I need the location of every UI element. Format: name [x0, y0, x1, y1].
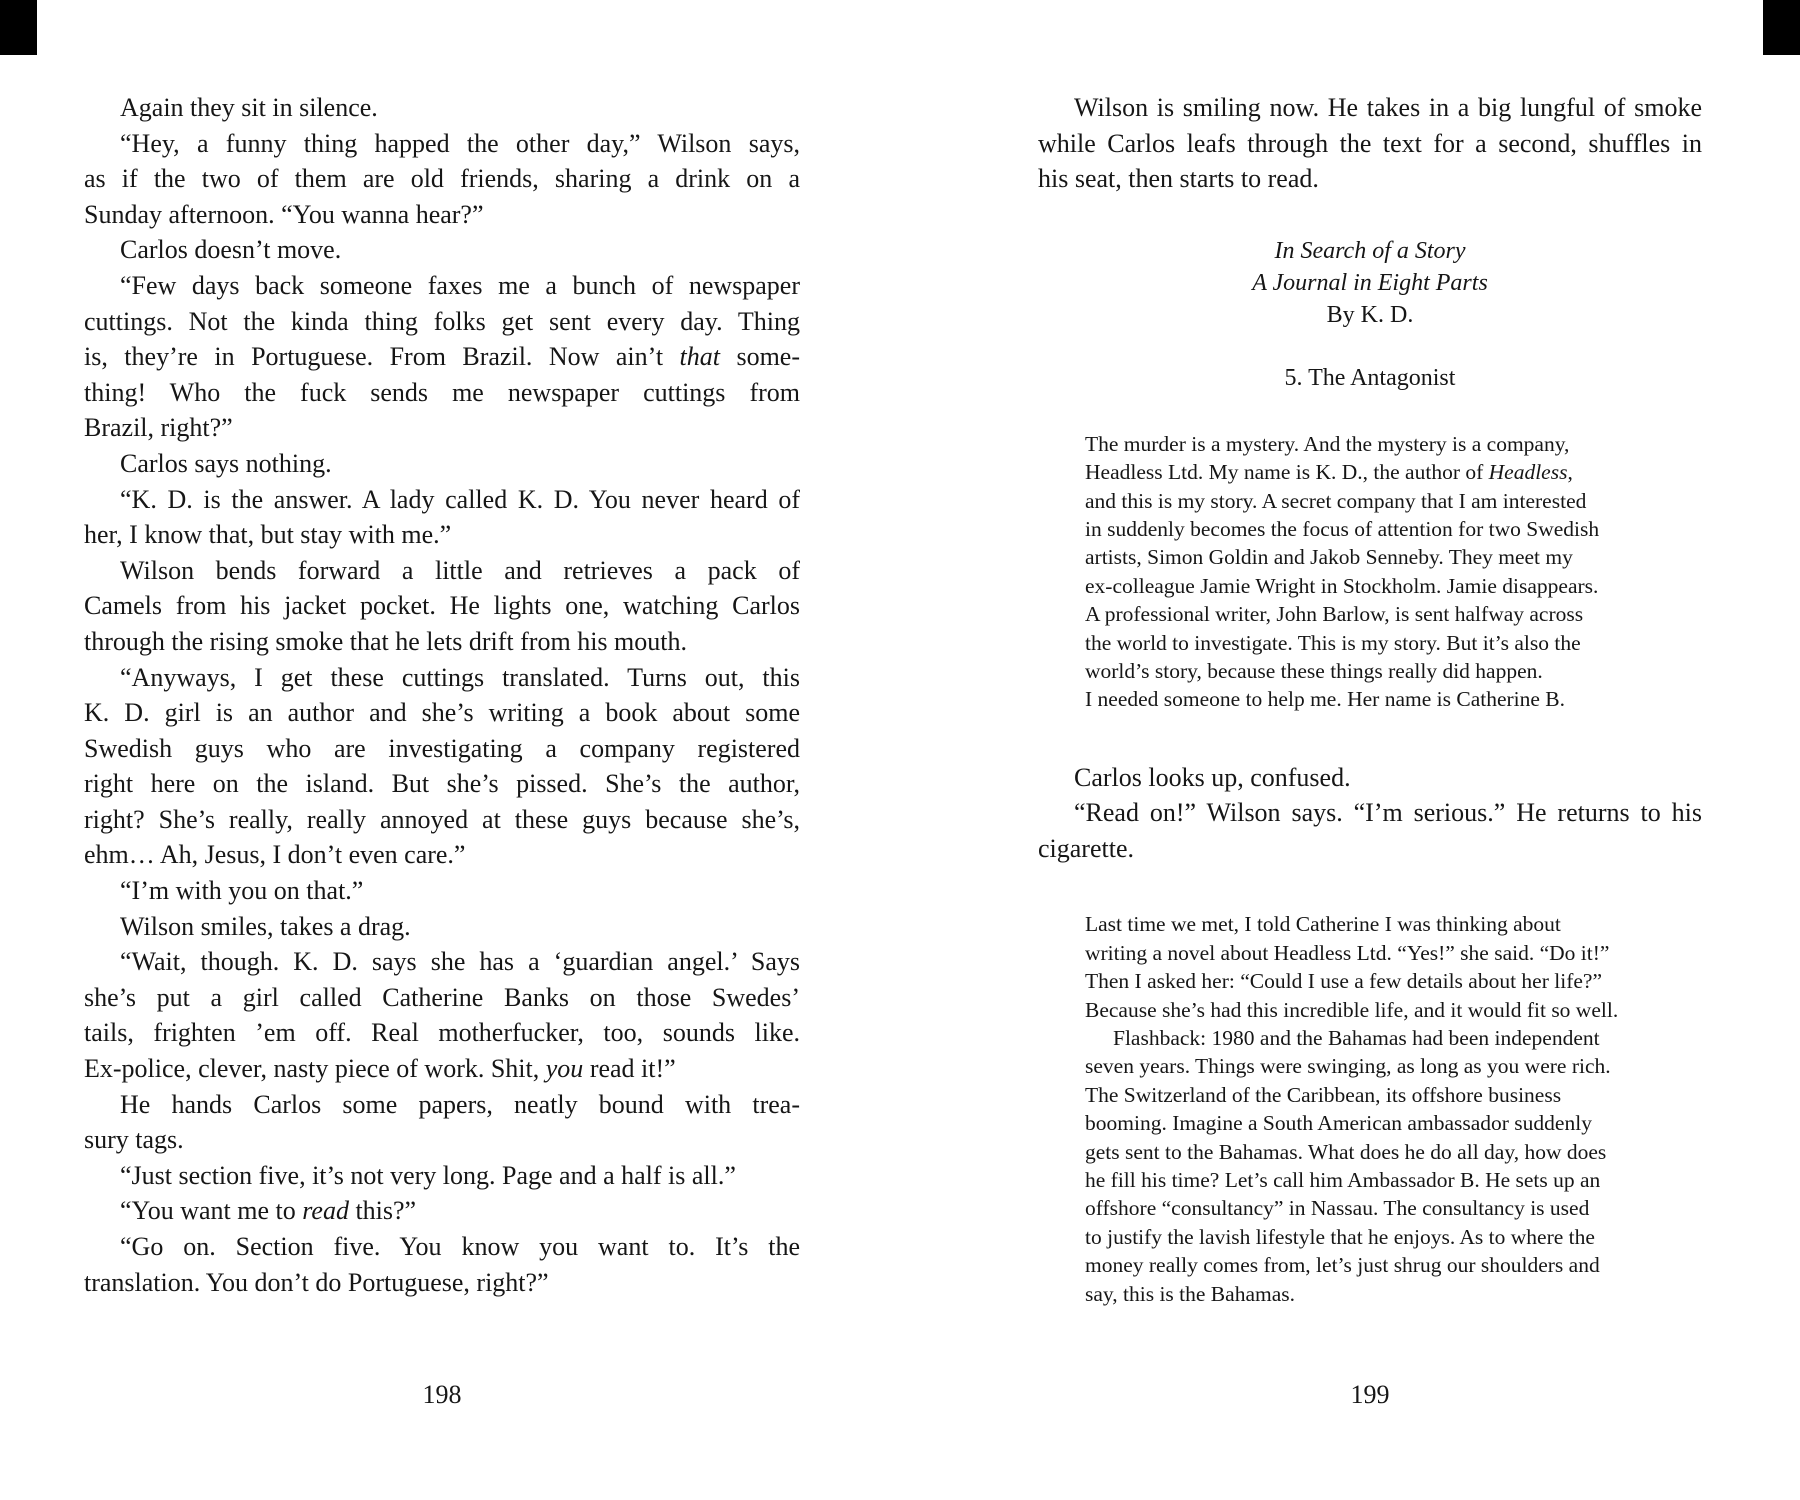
text-line: Wilson is smiling now. He takes in a big lungful of smoke: [1074, 93, 1702, 122]
text-line: A Journal in Eight Parts: [1252, 269, 1488, 296]
text-line: Then I asked her: “Could I use a few details about her life?”: [1085, 969, 1602, 994]
text-line: artists, Simon Goldin and Jakob Senneby. They meet my: [1085, 545, 1573, 570]
text-line: his seat, then starts to read.: [1038, 164, 1319, 194]
text-line: writing a novel about Headless Ltd. “Yes!” she said. “Do it!”: [1085, 940, 1610, 965]
text-line: world’s story, because these things really did happen.: [1085, 658, 1543, 683]
text-line: and this is my story. A secret company that I am interested: [1085, 488, 1587, 513]
text-line: to justify the lavish lifestyle that he enjoys. As to where the: [1085, 1224, 1595, 1249]
text-line: “I’m with you on that.”: [120, 876, 364, 906]
text-line: “Read on!” Wilson says. “I’m serious.” He returns to his: [1074, 798, 1702, 828]
text-line: she’s put a girl called Catherine Banks on those Swedes’: [84, 982, 800, 1012]
text-line: her, I know that, but stay with me.”: [84, 520, 452, 550]
text-line: The murder is a mystery. And the mystery is a company,: [1085, 431, 1570, 456]
page-number-right: 199: [1350, 1380, 1390, 1409]
text-line: Headless Ltd. My name is K. D., the author of Headless,: [1085, 460, 1573, 485]
text-line: Last time we met, I told Catherine I was thinking about: [1085, 912, 1561, 937]
text-line: Again they sit in silence.: [120, 93, 378, 122]
text-line: the world to investigate. This is my story. But it’s also the: [1085, 630, 1581, 655]
text-line: Sunday afternoon. “You wanna hear?”: [84, 199, 484, 229]
journal-excerpt-2: [1085, 910, 1670, 1307]
text-line: while Carlos leafs through the text for a second, shuffles in: [1038, 128, 1702, 158]
text-line: ex-colleague Jamie Wright in Stockholm. Jamie disappears.: [1085, 573, 1599, 598]
page-left: [84, 90, 800, 1300]
text-line: “Go on. Section five. You know you want to. It’s the: [120, 1232, 800, 1261]
page-right-paragraph-2: [1038, 760, 1702, 867]
text-line: Wilson smiles, takes a drag.: [120, 911, 411, 941]
text-line: Flashback: 1980 and the Bahamas had been independent: [1113, 1026, 1600, 1051]
text-line: Because she’s had this incredible life, and it would fit so well.: [1085, 997, 1619, 1022]
story-title-block: [1038, 235, 1702, 331]
text-line: sury tags.: [84, 1125, 184, 1155]
journal-excerpt-1: [1085, 430, 1670, 714]
text-line: offshore “consultancy” in Nassau. The consultancy is used: [1085, 1196, 1590, 1221]
scan-corner-mark-right: [1763, 0, 1800, 55]
text-line: Swedish guys who are investigating a company registered: [84, 733, 800, 763]
text-line: he fill his time? Let’s call him Ambassador B. He sets up an: [1085, 1167, 1601, 1192]
text-line: ehm… Ah, Jesus, I don’t even care.”: [84, 840, 466, 870]
section-heading: 5. The Antagonist: [1284, 364, 1456, 391]
scan-corner-mark-left: [0, 0, 37, 55]
text-line: seven years. Things were swinging, as long as you were rich.: [1085, 1054, 1611, 1079]
text-line: A professional writer, John Barlow, is sent halfway across: [1085, 602, 1584, 627]
page-number-left: 198: [422, 1380, 462, 1409]
text-line: as if the two of them are old friends, sharing a drink on a: [84, 164, 800, 194]
text-line: “You want me to read this?”: [120, 1196, 417, 1226]
text-line: cuttings. Not the kinda thing folks get sent every day. Thing: [84, 306, 800, 336]
text-line: K. D. girl is an author and she’s writing a book about some: [84, 698, 800, 728]
text-line: “Few days back someone faxes me a bunch of newspaper: [120, 270, 800, 300]
text-line: money really comes from, let’s just shrug our shoulders and: [1085, 1253, 1600, 1278]
text-line: Ex-police, clever, nasty piece of work. Shit, you read it!”: [84, 1054, 676, 1084]
page-right: [1038, 90, 1702, 1308]
text-line: Carlos doesn’t move.: [120, 235, 342, 265]
text-line: Camels from his jacket pocket. He lights one, watching Carlos: [84, 591, 800, 621]
text-line: The Switzerland of the Caribbean, its offshore business: [1085, 1082, 1562, 1107]
text-line: “Wait, though. K. D. says she has a ‘guardian angel.’ Says: [120, 947, 800, 977]
text-line: say, this is the Bahamas.: [1085, 1281, 1295, 1306]
text-line: Wilson bends forward a little and retrieves a pack of: [120, 555, 800, 585]
text-line: “Just section five, it’s not very long. Page and a half is all.”: [120, 1160, 736, 1190]
text-line: right here on the island. But she’s pissed. She’s the author,: [84, 769, 800, 799]
text-line: Carlos looks up, confused.: [1074, 762, 1351, 792]
text-line: booming. Imagine a South American ambassador suddenly: [1085, 1111, 1592, 1136]
page-left-text: [84, 90, 800, 1300]
text-line: is, they’re in Portuguese. From Brazil. Now ain’t that some-: [84, 342, 800, 372]
text-line: I needed someone to help me. Her name is Catherine B.: [1085, 687, 1566, 712]
text-line: “Anyways, I get these cuttings translated. Turns out, this: [120, 662, 800, 692]
text-line: gets sent to the Bahamas. What does he do all day, how does: [1085, 1139, 1607, 1164]
text-line: Brazil, right?”: [84, 413, 233, 443]
text-line: through the rising smoke that he lets drift from his mouth.: [84, 626, 687, 656]
text-line: “Hey, a funny thing happed the other day,” Wilson says,: [120, 128, 800, 158]
text-line: thing! Who the fuck sends me newspaper cuttings from: [84, 377, 800, 407]
text-line: Carlos says nothing.: [120, 448, 332, 478]
text-line: “K. D. is the answer. A lady called K. D. You never heard of: [120, 484, 800, 514]
page-right-paragraph-1: [1038, 90, 1702, 197]
text-line: In Search of a Story: [1274, 237, 1466, 264]
text-line: tails, frighten ’em off. Real motherfucker, too, sounds like.: [84, 1018, 800, 1048]
text-line: cigarette.: [1038, 833, 1134, 863]
text-line: translation. You don’t do Portuguese, right?”: [84, 1267, 549, 1297]
text-line: in suddenly becomes the focus of attention for two Swedish: [1085, 516, 1600, 541]
text-line: By K. D.: [1326, 301, 1414, 328]
text-line: He hands Carlos some papers, neatly bound with trea-: [120, 1089, 800, 1119]
text-line: right? She’s really, really annoyed at these guys because she’s,: [84, 804, 800, 834]
